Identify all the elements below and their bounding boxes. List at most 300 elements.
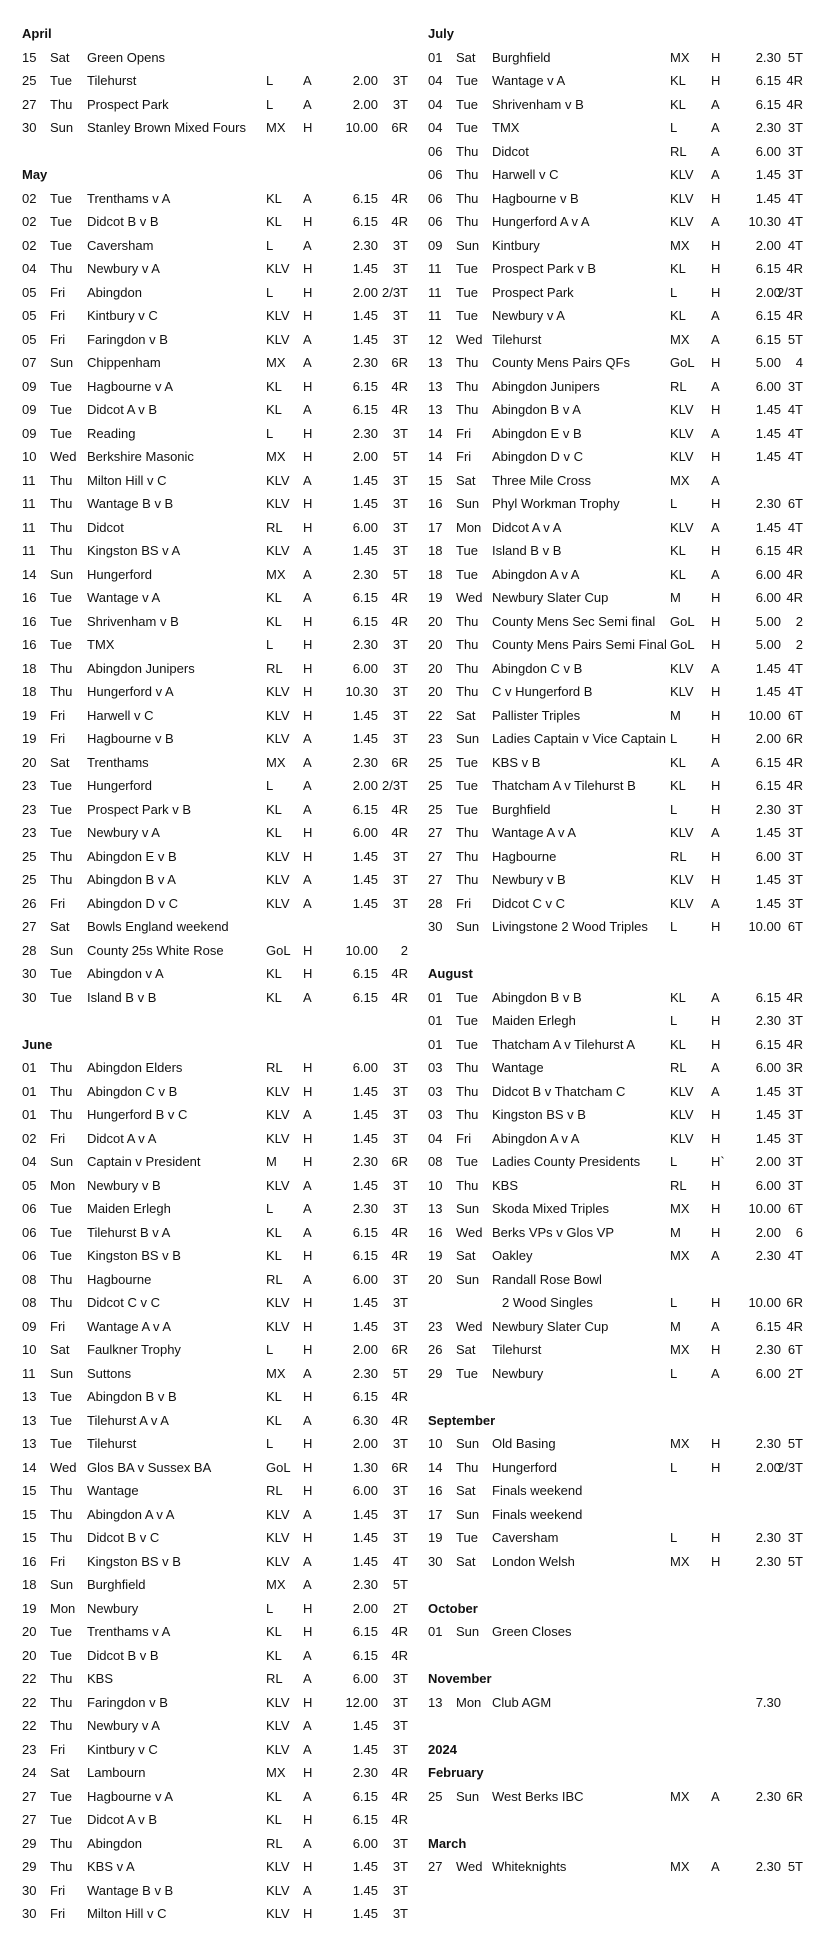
fixture-type: KLV (266, 1718, 290, 1733)
fixture-type: KLV (670, 402, 694, 417)
fixture-date: 18 (22, 1577, 37, 1592)
fixture-row (428, 727, 808, 751)
fixture-format: 3T (392, 660, 408, 676)
fixture-time: 6.15 (352, 1248, 378, 1263)
fixture-home-away: H (303, 1318, 313, 1334)
fixture-time: 6.15 (352, 402, 378, 417)
fixture-event: Caversham (492, 1530, 559, 1545)
fixture-time: 1.45 (755, 872, 781, 887)
fixture-row (22, 1456, 407, 1480)
fixture-time: 5.00 (755, 355, 781, 370)
fixture-format: 3T (392, 543, 408, 558)
fixture-weekday: Thu (456, 825, 479, 840)
fixture-date: 11 (22, 1365, 36, 1381)
fixture-home-away: H (711, 1177, 721, 1193)
fixture-date: 04 (428, 96, 443, 112)
fixture-type: KLV (266, 472, 290, 488)
fixture-home-away: H (303, 261, 313, 276)
fixture-format: 3T (392, 872, 408, 887)
fixture-home-away: A (711, 331, 720, 347)
fixture-weekday: Tue (50, 378, 72, 394)
fixture-weekday: Wed (456, 331, 483, 347)
fixture-date: 13 (428, 355, 443, 370)
fixture-row (22, 1127, 407, 1151)
fixture-weekday: Sat (456, 1342, 476, 1357)
fixture-date: 15 (428, 472, 443, 488)
fixture-time: 6.15 (755, 96, 781, 112)
fixture-date: 05 (22, 331, 37, 347)
fixture-time: 1.45 (352, 1859, 378, 1874)
fixture-time: 1.45 (755, 1083, 781, 1099)
fixture-date: 16 (428, 496, 443, 511)
fixture-home-away: A (303, 1577, 312, 1592)
fixture-home-away: H (711, 496, 721, 511)
fixture-format: 4R (391, 1765, 408, 1780)
fixture-time: 10.00 (345, 120, 378, 135)
fixture-home-away: A (303, 1553, 312, 1569)
fixture-event: Hagbourne v B (87, 731, 174, 746)
fixture-type: KLV (266, 1906, 290, 1921)
fixture-event: Abingdon v A (87, 966, 164, 981)
fixture-weekday: Tue (456, 566, 478, 582)
fixture-row (428, 657, 808, 681)
fixture-home-away: H (711, 1459, 721, 1475)
fixture-type: KLV (670, 1083, 694, 1099)
fixture-home-away: H (303, 848, 313, 864)
fixture-type: L (670, 1295, 678, 1310)
fixture-weekday: Thu (50, 472, 73, 488)
fixture-home-away: H (711, 1130, 721, 1146)
fixture-format: 3T (787, 848, 803, 864)
fixture-row (22, 774, 407, 798)
fixture-home-away: H (711, 1036, 721, 1052)
fixture-weekday: Wed (456, 1318, 483, 1334)
fixture-date: 12 (428, 331, 443, 347)
fixture-type: M (266, 1154, 277, 1169)
fixture-time: 6.15 (755, 1036, 781, 1052)
fixture-type: KLV (266, 731, 290, 746)
fixture-type: MX (670, 1201, 690, 1216)
fixture-weekday: Mon (456, 519, 482, 535)
fixture-event: Didcot A v A (87, 1130, 157, 1146)
fixture-date: 09 (22, 378, 37, 394)
fixture-event: Prospect Park v B (87, 801, 192, 817)
fixture-date: 16 (22, 590, 37, 605)
month-section (428, 1667, 808, 1714)
fixture-event: C v Hungerford B (492, 684, 593, 699)
fixture-event: Burghfield (492, 801, 551, 817)
fixture-event: Didcot A v B (87, 402, 158, 417)
fixture-time: 2.30 (755, 49, 781, 65)
fixture-weekday: Mon (50, 1177, 76, 1193)
fixture-row (22, 1362, 407, 1386)
fixture-weekday: Thu (456, 143, 479, 159)
fixture-row (428, 1432, 808, 1456)
fixture-home-away: A (303, 989, 312, 1005)
fixture-row (428, 1174, 808, 1198)
fixture-weekday: Thu (456, 872, 479, 887)
fixture-home-away: H (303, 1459, 313, 1475)
fixture-event: TMX (492, 120, 520, 135)
fixture-event: Wantage v A (492, 73, 566, 88)
fixture-type: L (266, 73, 274, 88)
fixture-format: 3T (787, 1154, 803, 1169)
fixture-format: 4R (786, 989, 803, 1005)
fixture-type: KL (266, 190, 282, 206)
fixture-row (428, 704, 808, 728)
fixture-weekday: Sun (50, 942, 74, 958)
fixture-event: Tilehurst B v A (87, 1224, 171, 1240)
fixture-date: 27 (428, 1859, 443, 1874)
fixture-home-away: H (711, 848, 721, 864)
fixture-date: 15 (22, 49, 37, 65)
fixture-row (428, 680, 808, 704)
fixture-row (22, 1338, 407, 1362)
fixture-format: 3T (787, 378, 803, 394)
fixture-weekday: Tue (50, 1647, 72, 1663)
fixture-date: 20 (428, 684, 443, 699)
fixture-event: Green Closes (492, 1624, 572, 1639)
fixture-type: KLV (266, 895, 290, 911)
fixture-format: 4R (391, 613, 408, 629)
fixture-row (428, 1550, 808, 1574)
fixture-format: 4R (391, 214, 408, 229)
fixture-home-away: A (711, 425, 720, 441)
fixture-home-away: H (711, 872, 721, 887)
fixture-format: 3T (392, 1318, 408, 1334)
fixture-row (428, 1127, 808, 1151)
section-spacer (428, 1644, 808, 1668)
fixture-date: 11 (428, 261, 442, 276)
fixture-type: RL (266, 1060, 283, 1075)
fixture-event: Trenthams (87, 754, 149, 770)
fixture-weekday: Thu (456, 637, 479, 652)
month-heading: July (428, 26, 455, 41)
fixture-type: L (670, 731, 678, 746)
fixture-home-away: A (303, 472, 312, 488)
fixture-event: Island B v B (492, 543, 562, 558)
fixture-row (428, 1479, 808, 1503)
fixture-event: Didcot B v Thatcham C (492, 1083, 626, 1099)
fixture-home-away: A (711, 1083, 720, 1099)
fixture-row (22, 257, 407, 281)
fixture-row (22, 727, 407, 751)
fixture-event: Newbury (492, 1365, 544, 1381)
fixture-event: Tilehurst (492, 331, 542, 347)
fixture-time: 1.45 (755, 684, 781, 699)
fixture-time: 10.30 (748, 214, 781, 229)
fixture-date: 11 (22, 543, 36, 558)
fixture-event: Didcot C v C (492, 895, 565, 911)
fixture-date: 02 (22, 190, 37, 206)
fixture-event: Newbury v B (492, 872, 566, 887)
fixture-row (22, 1385, 407, 1409)
fixture-home-away: H (711, 237, 721, 253)
fixture-date: 06 (22, 1201, 37, 1216)
fixture-row (22, 1244, 407, 1268)
fixture-time: 6.00 (352, 825, 378, 840)
fixture-row (428, 1785, 808, 1809)
fixture-time: 6.15 (755, 308, 781, 323)
fixture-type: L (670, 1013, 678, 1028)
fixture-time: 10.00 (345, 942, 378, 958)
fixture-type: RL (670, 1060, 687, 1075)
fixture-date: 25 (428, 801, 443, 817)
fixture-date: 09 (428, 237, 443, 253)
fixture-time: 1.45 (352, 1295, 378, 1310)
fixture-event: Kingston BS v A (87, 543, 181, 558)
fixture-event: Faringdon v B (87, 331, 168, 347)
month-section (428, 1761, 808, 1808)
fixture-weekday: Sun (456, 1201, 480, 1216)
fixture-type: RL (266, 1483, 283, 1498)
fixture-time: 2.30 (352, 754, 378, 770)
fixture-date: 11 (22, 472, 36, 488)
fixture-event: Hagbourne (492, 848, 557, 864)
fixture-weekday: Sun (456, 1436, 480, 1451)
fixture-date: 23 (428, 731, 443, 746)
fixture-row (22, 116, 407, 140)
fixture-event: Ladies Captain v Vice Captain (492, 731, 666, 746)
fixture-row (22, 492, 407, 516)
fixture-format: 6R (786, 1295, 803, 1310)
fixture-home-away: A (711, 378, 720, 394)
fixture-weekday: Tue (50, 190, 72, 206)
fixture-type: L (266, 96, 274, 112)
fixture-home-away: A (303, 754, 312, 770)
fixture-date: 23 (22, 1741, 37, 1757)
fixture-row (22, 1550, 407, 1574)
fixture-type: KLV (266, 1553, 290, 1569)
fixture-weekday: Tue (50, 825, 72, 840)
fixture-home-away: A (303, 1107, 312, 1122)
fixture-home-away: A (303, 1788, 312, 1804)
fixture-home-away: H (303, 449, 313, 464)
fixture-home-away: H (711, 919, 721, 934)
fixture-format: 5T (787, 1436, 803, 1451)
fixture-row (428, 774, 808, 798)
fixture-weekday: Sun (50, 1577, 74, 1592)
fixture-date: 27 (428, 872, 443, 887)
fixture-date: 13 (428, 378, 443, 394)
fixture-event: Ladies County Presidents (492, 1154, 641, 1169)
fixture-type: KLV (670, 684, 694, 699)
fixture-home-away: H (711, 1342, 721, 1357)
fixture-type: L (670, 496, 678, 511)
fixture-home-away: H (711, 613, 721, 629)
fixture-date: 30 (22, 1882, 37, 1898)
fixture-row (22, 1315, 407, 1339)
fixture-row (22, 539, 407, 563)
fixture-row (428, 304, 808, 328)
fixture-home-away: H (711, 284, 721, 300)
fixture-format: 4T (787, 660, 803, 676)
fixture-time: 2.30 (352, 1765, 378, 1780)
fixture-date: 01 (22, 1060, 37, 1075)
fixture-date: 13 (428, 1694, 443, 1710)
fixture-format: 3T (787, 167, 803, 182)
fixture-date: 28 (428, 895, 443, 911)
fixture-home-away: A (303, 73, 312, 88)
fixture-weekday: Thu (456, 660, 479, 676)
fixture-format: 4R (391, 1812, 408, 1827)
fixture-format: 4 (795, 355, 803, 370)
fixture-date: 03 (428, 1107, 443, 1122)
fixture-event: Bowls England weekend (87, 919, 229, 934)
fixture-type: L (266, 1201, 274, 1216)
fixture-event: Didcot C v C (87, 1295, 160, 1310)
fixture-format: 3T (392, 1083, 408, 1099)
section-spacer (22, 140, 407, 164)
fixture-format: 4T (787, 519, 803, 535)
fixture-type: KLV (266, 261, 290, 276)
fixture-row (428, 69, 808, 93)
fixture-format: 3T (392, 425, 408, 441)
fixture-row (428, 633, 808, 657)
fixture-weekday: Thu (456, 355, 479, 370)
fixture-time: 1.45 (755, 425, 781, 441)
fixture-event: Wantage A v A (492, 825, 577, 840)
fixture-time: 1.45 (352, 472, 378, 488)
fixture-format: 4R (391, 1788, 408, 1804)
fixture-date: 22 (428, 707, 443, 723)
fixture-time: 1.45 (352, 1177, 378, 1193)
fixture-date: 20 (428, 613, 443, 629)
fixture-event: Harwell v C (87, 707, 154, 723)
fixture-row (22, 422, 407, 446)
fixture-row (428, 821, 808, 845)
fixture-row (22, 1761, 407, 1785)
fixture-format: 2 (400, 942, 408, 958)
fixture-time: 1.45 (352, 895, 378, 911)
fixture-row (428, 798, 808, 822)
fixture-time: 6.00 (352, 660, 378, 676)
left-column (22, 22, 407, 1926)
fixture-format: 4R (391, 1224, 408, 1240)
fixture-home-away: H (303, 1060, 313, 1075)
fixture-event: Prospect Park (492, 284, 574, 300)
fixture-time: 6.15 (352, 1624, 378, 1639)
fixture-time: 6.15 (352, 190, 378, 206)
fixture-row (428, 1503, 808, 1527)
fixture-type: KL (266, 1412, 282, 1428)
fixture-format: 3T (392, 96, 408, 112)
fixture-home-away: A (711, 308, 720, 323)
fixture-home-away: H (711, 190, 721, 206)
fixture-event: Oakley (492, 1248, 533, 1263)
fixture-home-away: H (303, 1130, 313, 1146)
fixture-format: 4R (391, 801, 408, 817)
fixture-date: 30 (22, 1906, 37, 1921)
fixture-row (22, 351, 407, 375)
fixture-type: KLV (266, 1741, 290, 1757)
fixture-date: 20 (22, 1647, 37, 1663)
fixture-type: M (670, 1224, 681, 1240)
fixture-event: Hungerford (492, 1459, 558, 1475)
fixture-row (22, 1150, 407, 1174)
fixture-type: KLV (266, 1177, 290, 1193)
fixture-row (22, 586, 407, 610)
fixture-home-away: A (303, 1741, 312, 1757)
fixture-event: Stanley Brown Mixed Fours (87, 120, 246, 135)
fixture-row (428, 751, 808, 775)
fixture-format: 3T (392, 895, 408, 911)
fixture-row (22, 892, 407, 916)
fixture-event: Abingdon B v B (492, 989, 582, 1005)
fixture-home-away: H (303, 284, 313, 300)
fixture-time: 1.45 (352, 1083, 378, 1099)
month-heading: 2024 (428, 1741, 457, 1757)
fixture-date: 11 (22, 496, 36, 511)
fixture-weekday: Tue (456, 73, 478, 88)
fixture-format: 4R (391, 1412, 408, 1428)
fixture-event: Abingdon C v B (492, 660, 583, 676)
fixture-date: 15 (22, 1483, 37, 1498)
fixture-format: 3T (392, 1859, 408, 1874)
fixture-format: 5T (787, 1553, 803, 1569)
fixture-row (22, 469, 407, 493)
fixture-date: 27 (428, 825, 443, 840)
fixture-type: MX (670, 1859, 690, 1874)
fixture-home-away: H (711, 1553, 721, 1569)
fixture-format: 4R (391, 1389, 408, 1404)
fixture-event: Abingdon B v A (492, 402, 581, 417)
fixture-home-away: A (303, 566, 312, 582)
fixture-format: 3T (787, 1177, 803, 1193)
fixture-home-away: H (303, 1295, 313, 1310)
fixture-type: MX (266, 120, 286, 135)
fixture-weekday: Thu (50, 1107, 73, 1122)
fixture-format: 6R (786, 1788, 803, 1804)
fixture-home-away: A (711, 1859, 720, 1874)
fixture-format: 4R (786, 73, 803, 88)
fixture-time: 2.30 (755, 1013, 781, 1028)
fixture-weekday: Thu (50, 519, 73, 535)
fixture-row (428, 492, 808, 516)
fixture-weekday: Thu (456, 1177, 479, 1193)
fixture-home-away: A (711, 1060, 720, 1075)
fixture-date: 22 (22, 1671, 37, 1686)
month-heading: June (22, 1036, 53, 1052)
fixture-weekday: Tue (50, 425, 72, 441)
fixture-time: 2.00 (755, 1154, 781, 1169)
fixture-type: GoL (670, 637, 695, 652)
fixture-row (22, 1573, 407, 1597)
fixture-row (428, 187, 808, 211)
fixture-format: 6T (787, 496, 803, 511)
fixture-time: 6.00 (755, 1060, 781, 1075)
fixture-date: 06 (428, 190, 443, 206)
fixture-date: 27 (428, 848, 443, 864)
fixture-type: KL (266, 989, 282, 1005)
fixture-home-away: H (303, 1812, 313, 1827)
fixture-event: Chippenham (87, 355, 161, 370)
fixture-date: 27 (22, 1812, 37, 1827)
fixture-date: 08 (22, 1295, 37, 1310)
fixture-type: RL (670, 378, 687, 394)
fixture-format: 3T (787, 872, 803, 887)
fixture-time: 1.45 (352, 308, 378, 323)
fixture-time: 2.30 (352, 237, 378, 253)
fixture-format: 5T (787, 1859, 803, 1874)
fixture-row (428, 1338, 808, 1362)
fixture-date: 22 (22, 1718, 37, 1733)
fixture-time: 6.15 (352, 1389, 378, 1404)
fixture-weekday: Tue (50, 237, 72, 253)
fixture-time: 10.00 (748, 1295, 781, 1310)
fixture-time: 2.30 (755, 1436, 781, 1451)
fixture-format: 4T (787, 449, 803, 464)
